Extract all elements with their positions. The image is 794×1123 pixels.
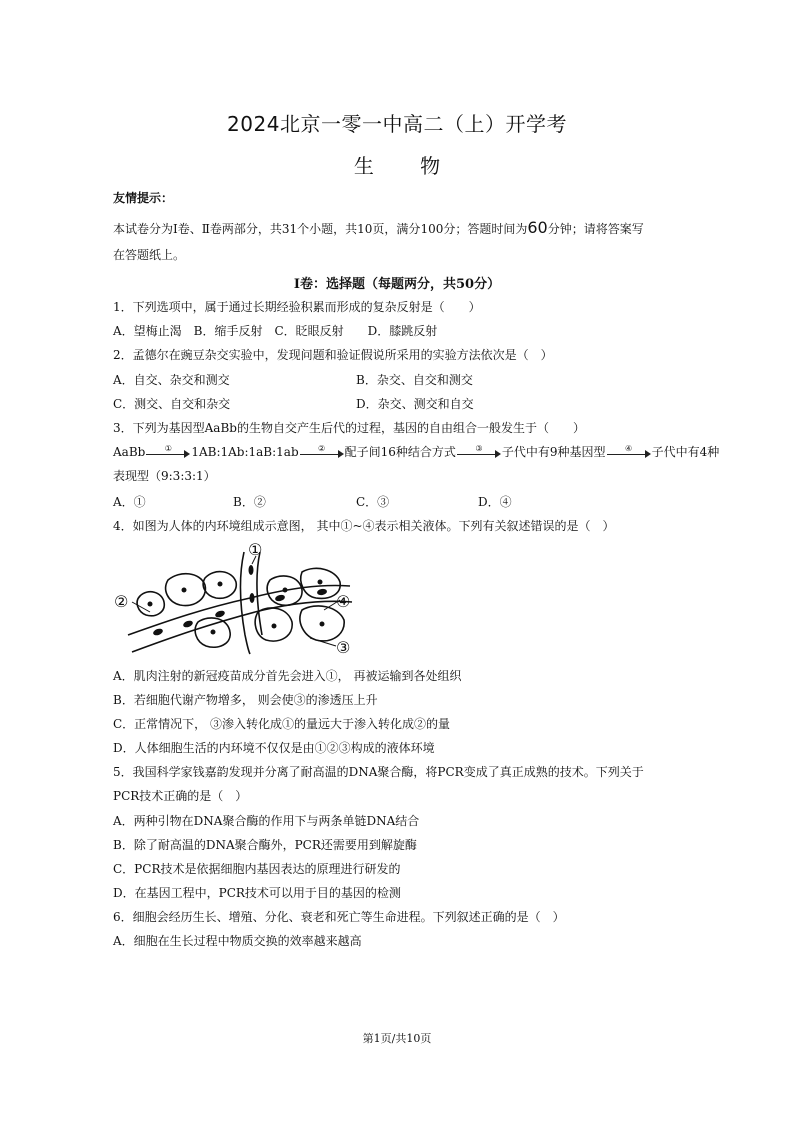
subject-title: 生 物 bbox=[353, 154, 441, 178]
q4-stem: 4．如图为人体的内环境组成示意图， 其中①~④表示相关液体。下列有关叙述错误的是（ ） bbox=[113, 519, 615, 533]
arrow-1 bbox=[146, 443, 190, 459]
lymph-wall-left bbox=[240, 552, 250, 654]
q3-option-c: C．③ bbox=[356, 495, 390, 509]
q3-option-a: A．① bbox=[113, 495, 146, 509]
q5-stem-1: 5．我国科学家钱嘉韵发现并分离了耐高温的DNA聚合酶，将PCR变成了真正成熟的技术。下列关于 bbox=[113, 765, 644, 779]
q5-option-d: D．在基因工程中，PCR技术可以用于目的基因的检测 bbox=[113, 886, 401, 900]
arrow-1-label: ① bbox=[164, 443, 172, 453]
q4-option-d: D．人体细胞生活的内环境不仅仅是由①②③构成的液体环境 bbox=[113, 741, 435, 755]
q2-option-b: B．杂交、自交和测交 bbox=[356, 373, 473, 387]
q3-step-4: 子代中有9种基因型 bbox=[501, 445, 606, 459]
arrow-3-label: ③ bbox=[475, 443, 483, 453]
q3-step-2: 1AB:1Ab:1aB:1ab bbox=[191, 445, 299, 459]
tips-line-2: 在答题纸上。 bbox=[113, 248, 186, 262]
q5-option-c: C．PCR技术是依据细胞内基因表达的原理进行研发的 bbox=[113, 862, 401, 876]
arrow-3 bbox=[457, 443, 501, 459]
lymph-wall-right bbox=[257, 552, 262, 635]
arrow-4-label: ④ bbox=[624, 443, 633, 453]
section-heading: Ⅰ卷：选择题（每题两分，共50分） bbox=[293, 277, 501, 292]
arrow-2 bbox=[300, 443, 344, 459]
fig-label-2: ② bbox=[114, 592, 129, 611]
q2-option-a: A．自交、杂交和测交 bbox=[113, 373, 230, 387]
q4-option-b: B．若细胞代谢产物增多， 则会使③的渗透压上升 bbox=[113, 693, 378, 707]
q5-stem-2: PCR技术正确的是（ ） bbox=[113, 789, 248, 803]
tips-text-b: 分钟；请将答案写 bbox=[547, 222, 644, 236]
arrow-2-label: ② bbox=[318, 443, 326, 453]
q3-option-d: D．④ bbox=[478, 495, 512, 509]
q6-stem: 6．细胞会经历生长、增殖、分化、衰老和死亡等生命进程。下列叙述正确的是（ ） bbox=[113, 910, 565, 924]
q3-option-b: B．② bbox=[233, 495, 266, 509]
q3-step-5: 子代中有4种 bbox=[651, 445, 720, 459]
q3-continuation: 表现型（9:3:3:1） bbox=[113, 469, 216, 483]
q6-option-a: A．细胞在生长过程中物质交换的效率越来越高 bbox=[113, 934, 362, 948]
page-footer: 第1页/共10页 bbox=[362, 1032, 432, 1045]
arrow-4 bbox=[607, 443, 651, 459]
q3-step-3: 配子间16种结合方式 bbox=[344, 445, 456, 459]
q5-option-b: B．除了耐高温的DNA聚合酶外，PCR还需要用到解旋酶 bbox=[113, 838, 417, 852]
tips-line-1 bbox=[113, 220, 644, 237]
tips-text-a: 本试卷分为Ⅰ卷、Ⅱ卷两部分，共31个小题，共10页，满分100分；答题时间为 bbox=[113, 222, 528, 236]
fig-label-1: ① bbox=[248, 540, 263, 559]
q1-stem: 1．下列选项中，属于通过长期经验积累而形成的复杂反射是（ ） bbox=[113, 300, 481, 314]
q2-option-c: C．测交、自交和杂交 bbox=[113, 397, 231, 411]
q3-stem: 3．下列为基因型AaBb的生物自交产生后代的过程，基因的自由组合一般发生于（ ） bbox=[113, 421, 585, 435]
page-title: 2024北京一零一中高二（上）开学考 bbox=[227, 112, 567, 136]
fig-label-4: ④ bbox=[336, 592, 351, 611]
q4-option-c: C．正常情况下， ③渗入转化成①的量远大于渗入转化成②的量 bbox=[113, 717, 450, 731]
q1-options: A．望梅止渴 B．缩手反射 C．眨眼反射 D．膝跳反射 bbox=[113, 324, 438, 338]
fig-label-3: ③ bbox=[336, 638, 351, 655]
q4-option-a: A．肌肉注射的新冠疫苗成分首先会进入①， 再被运输到各处组织 bbox=[113, 669, 462, 683]
tips-heading: 友情提示： bbox=[113, 191, 174, 205]
internal-environment-figure bbox=[110, 540, 365, 655]
q2-option-d: D．杂交、测交和自交 bbox=[356, 397, 474, 411]
q3-step-1: AaBb bbox=[113, 445, 146, 459]
q2-stem: 2．孟德尔在豌豆杂交实验中，发现问题和验证假说所采用的实验方法依次是（ ） bbox=[113, 348, 553, 362]
q5-option-a: A．两种引物在DNA聚合酶的作用下与两条单链DNA结合 bbox=[113, 814, 420, 828]
tips-minutes: 60 bbox=[527, 218, 548, 237]
q3-process bbox=[113, 444, 719, 460]
vessel-wall-upper bbox=[128, 586, 350, 636]
